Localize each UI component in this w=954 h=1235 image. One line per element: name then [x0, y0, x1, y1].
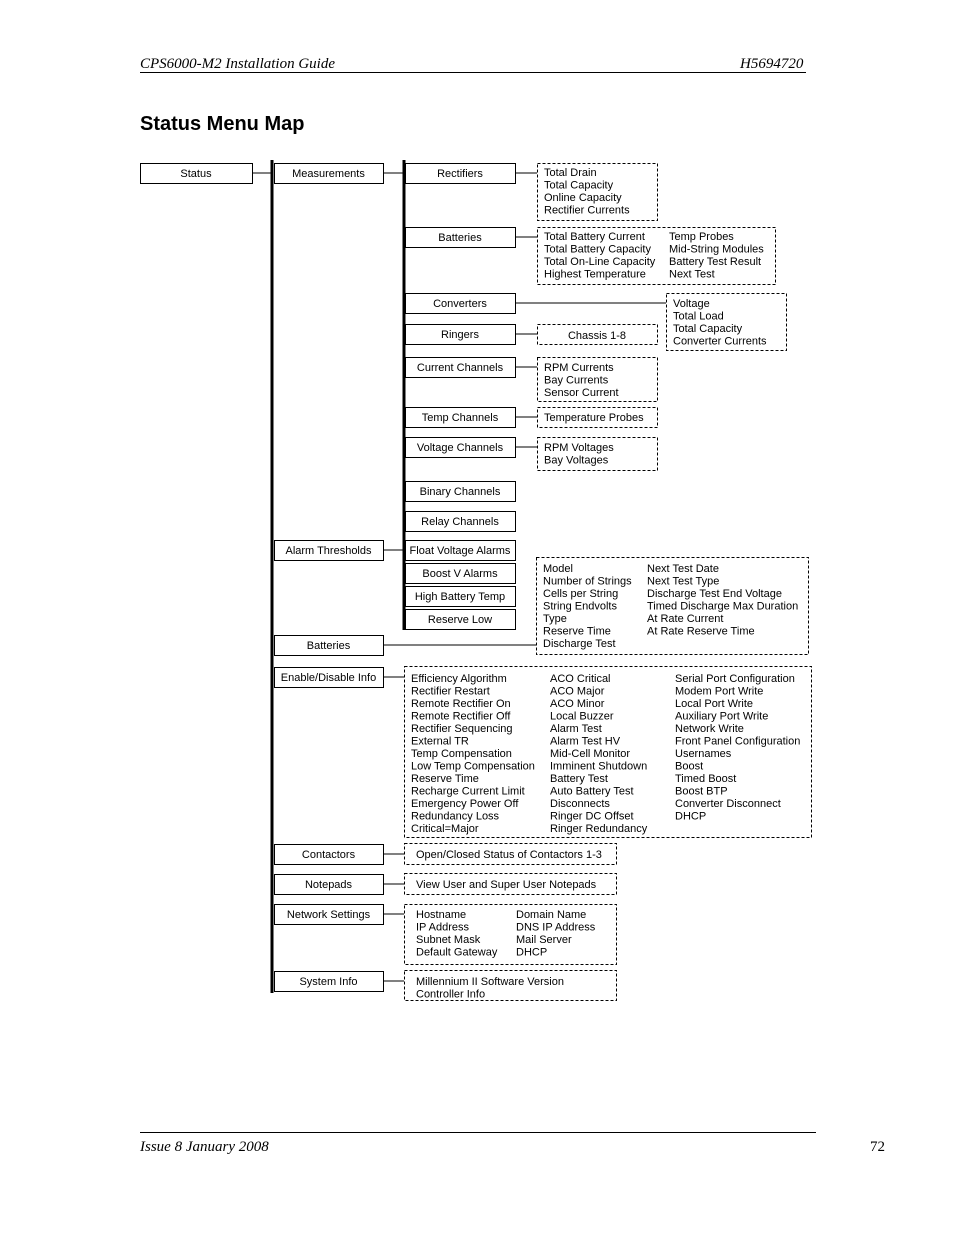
enable-col2-item: Imminent Shutdown — [550, 760, 648, 773]
batteries-detail-col2-item: Temp Probes — [669, 231, 734, 243]
footer-rule — [140, 1132, 816, 1133]
batteries-detail-col2-item: Battery Test Result — [669, 256, 762, 268]
footer-issue: Issue 8 January 2008 — [140, 1139, 269, 1155]
enable-col1-item: Rectifier Restart — [411, 685, 490, 698]
network-col1-item: Hostname — [416, 909, 467, 921]
enable-col2-item: Auto Battery Test — [550, 785, 634, 798]
rectifiers-detail-item: Rectifier Currents — [544, 204, 630, 217]
enable-col1-item: Low Temp Compensation — [411, 760, 535, 773]
converters-detail-item: Voltage — [673, 298, 710, 310]
measurements-box-voltage-channels-label: Voltage Channels — [416, 442, 504, 454]
batteries-detail-col2-item: Next Test — [669, 268, 715, 281]
measurements-box-rectifiers-label: Rectifiers — [437, 168, 483, 180]
rectifiers-detail-item: Total Capacity — [544, 179, 614, 192]
enable-col2-item: ACO Major — [550, 685, 605, 698]
header-doc-title: CPS6000-M2 Installation Guide — [140, 56, 335, 72]
alarm-box-float-voltage-alarms-label: Float Voltage Alarms — [409, 545, 511, 557]
network-col1-item: Default Gateway — [416, 946, 498, 959]
notepads-detail-item: View User and Super User Notepads — [416, 879, 597, 891]
measurements-box-converters-label: Converters — [433, 298, 487, 310]
battery-settings-col1-item: String Endvolts — [543, 600, 617, 613]
enable-col2-item: Disconnects — [550, 798, 610, 810]
enable-col3-item: Boost BTP — [675, 785, 728, 798]
battery-settings-col1-item: Cells per String — [543, 588, 619, 600]
network-col1-item: IP Address — [416, 921, 469, 934]
measurements-box-temp-channels-label: Temp Channels — [421, 412, 499, 424]
battery-settings-col2-item: Discharge Test End Voltage — [647, 588, 782, 600]
enable-col2-item: ACO Minor — [550, 698, 605, 710]
system-info-detail-item: Millennium II Software Version — [416, 976, 564, 988]
enable-col1-item: Redundancy Loss — [411, 810, 500, 823]
batteries-detail-col1-item: Total Battery Current — [544, 231, 645, 243]
enable-col3-item: Network Write — [675, 723, 744, 735]
level1-box-network-settings-label: Network Settings — [286, 909, 371, 921]
level1-box-batteries-label: Batteries — [306, 640, 351, 652]
level1-box-notepads-label: Notepads — [304, 879, 353, 891]
enable-col1-item: External TR — [411, 735, 469, 748]
system-info-detail-item: Controller Info — [416, 988, 486, 1001]
converters-detail-item: Converter Currents — [673, 335, 767, 348]
level1-box-alarm-thresholds-label: Alarm Thresholds — [285, 545, 372, 557]
rectifiers-detail-item: Total Drain — [544, 167, 597, 179]
enable-col1-item: Temp Compensation — [411, 748, 512, 760]
enable-col3-item: Local Port Write — [675, 698, 754, 710]
level1-box-contactors-label: Contactors — [301, 849, 356, 861]
enable-col2-item: Battery Test — [550, 773, 608, 785]
enable-col3-item: Front Panel Configuration — [675, 735, 801, 748]
enable-col3-item: Boost — [675, 760, 704, 773]
enable-col3-item: Auxiliary Port Write — [675, 710, 769, 723]
voltage-channels-detail-item: RPM Voltages — [544, 442, 614, 454]
enable-col3-item: Serial Port Configuration — [675, 673, 795, 685]
enable-col1-item: Efficiency Algorithm — [411, 673, 507, 685]
enable-col3-item: DHCP — [675, 810, 707, 823]
enable-col3-item: Modem Port Write — [675, 685, 764, 698]
voltage-channels-detail-item: Bay Voltages — [544, 454, 609, 467]
enable-col1-item: Emergency Power Off — [411, 798, 519, 810]
enable-col2-item: Mid-Cell Monitor — [550, 748, 631, 760]
level1-box-enable-disable-info-label: Enable/Disable Info — [280, 672, 377, 684]
enable-col2-item: Alarm Test HV — [550, 735, 621, 748]
network-col2-item: DHCP — [516, 946, 548, 959]
converters-detail-item: Total Load — [673, 310, 724, 323]
enable-col1-item: Critical=Major — [411, 823, 479, 835]
battery-settings-col2-item: At Rate Reserve Time — [647, 625, 755, 638]
measurements-box-binary-channels-label: Binary Channels — [419, 486, 501, 498]
network-col2-item: Domain Name — [516, 909, 587, 921]
batteries-detail-col1-item: Total Battery Capacity — [544, 243, 651, 256]
enable-col2-item: Local Buzzer — [550, 710, 614, 723]
battery-settings-col2-item: Next Test Date — [647, 563, 719, 575]
contactors-detail-item: Open/Closed Status of Contactors 1-3 — [416, 849, 602, 861]
temp-channels-detail-item: Temperature Probes — [544, 412, 644, 424]
footer-page-number: 72 — [870, 1139, 885, 1155]
enable-col2-item: Alarm Test — [550, 723, 602, 735]
alarm-box-reserve-low-label: Reserve Low — [427, 614, 493, 626]
enable-col1-item: Rectifier Sequencing — [411, 723, 513, 735]
current-channels-detail-item: Bay Currents — [544, 374, 609, 387]
network-col2-item: DNS IP Address — [516, 921, 596, 934]
batteries-detail-col2-item: Mid-String Modules — [669, 243, 764, 256]
alarm-box-high-battery-temp-label: High Battery Temp — [414, 591, 506, 603]
status-root-box-label: Status — [180, 168, 212, 180]
battery-settings-col1-item: Type — [543, 613, 567, 625]
battery-settings-col2-item: Timed Discharge Max Duration — [647, 600, 799, 613]
battery-settings-col1-item: Number of Strings — [543, 575, 632, 588]
current-channels-detail-item: RPM Currents — [544, 362, 614, 374]
measurements-box-current-channels-label: Current Channels — [416, 362, 504, 374]
level1-box-system-info-label: System Info — [299, 976, 358, 988]
current-channels-detail-item: Sensor Current — [544, 387, 619, 399]
converters-detail-item: Total Capacity — [673, 323, 743, 335]
batteries-detail-col1-item: Highest Temperature — [544, 268, 646, 281]
alarm-box-boost-v-alarms-label: Boost V Alarms — [422, 568, 498, 580]
battery-settings-col1-item: Model — [543, 563, 573, 575]
enable-col1-item: Remote Rectifier On — [411, 698, 511, 710]
enable-col2-item: Ringer DC Offset — [550, 810, 634, 823]
measurements-box-relay-channels-label: Relay Channels — [421, 516, 499, 528]
battery-settings-col1-item: Discharge Test — [543, 638, 616, 650]
measurements-box-batteries-label: Batteries — [438, 232, 482, 244]
enable-col2-item: ACO Critical — [550, 673, 611, 685]
network-col2-item: Mail Server — [516, 934, 572, 946]
battery-settings-col2-item: Next Test Type — [647, 575, 720, 588]
battery-settings-col2-item: At Rate Current — [647, 613, 724, 625]
enable-col1-item: Reserve Time — [411, 773, 479, 785]
battery-settings-col1-item: Reserve Time — [543, 625, 611, 638]
measurements-box-ringers-label: Ringers — [441, 329, 479, 341]
enable-col2-item: Ringer Redundancy — [550, 823, 648, 835]
page-title: Status Menu Map — [140, 113, 305, 135]
ringers-detail-item: Chassis 1-8 — [567, 330, 627, 342]
level1-box-measurements-label: Measurements — [292, 168, 365, 180]
network-col1-item: Subnet Mask — [416, 934, 481, 946]
enable-col3-item: Usernames — [675, 748, 732, 760]
header-doc-number: H5694720 — [740, 56, 804, 72]
rectifiers-detail-item: Online Capacity — [544, 192, 622, 204]
enable-col3-item: Converter Disconnect — [675, 798, 781, 810]
enable-col3-item: Timed Boost — [675, 773, 737, 785]
enable-col1-item: Remote Rectifier Off — [411, 710, 511, 723]
batteries-detail-col1-item: Total On-Line Capacity — [544, 256, 656, 268]
enable-col1-item: Recharge Current Limit — [411, 785, 525, 798]
